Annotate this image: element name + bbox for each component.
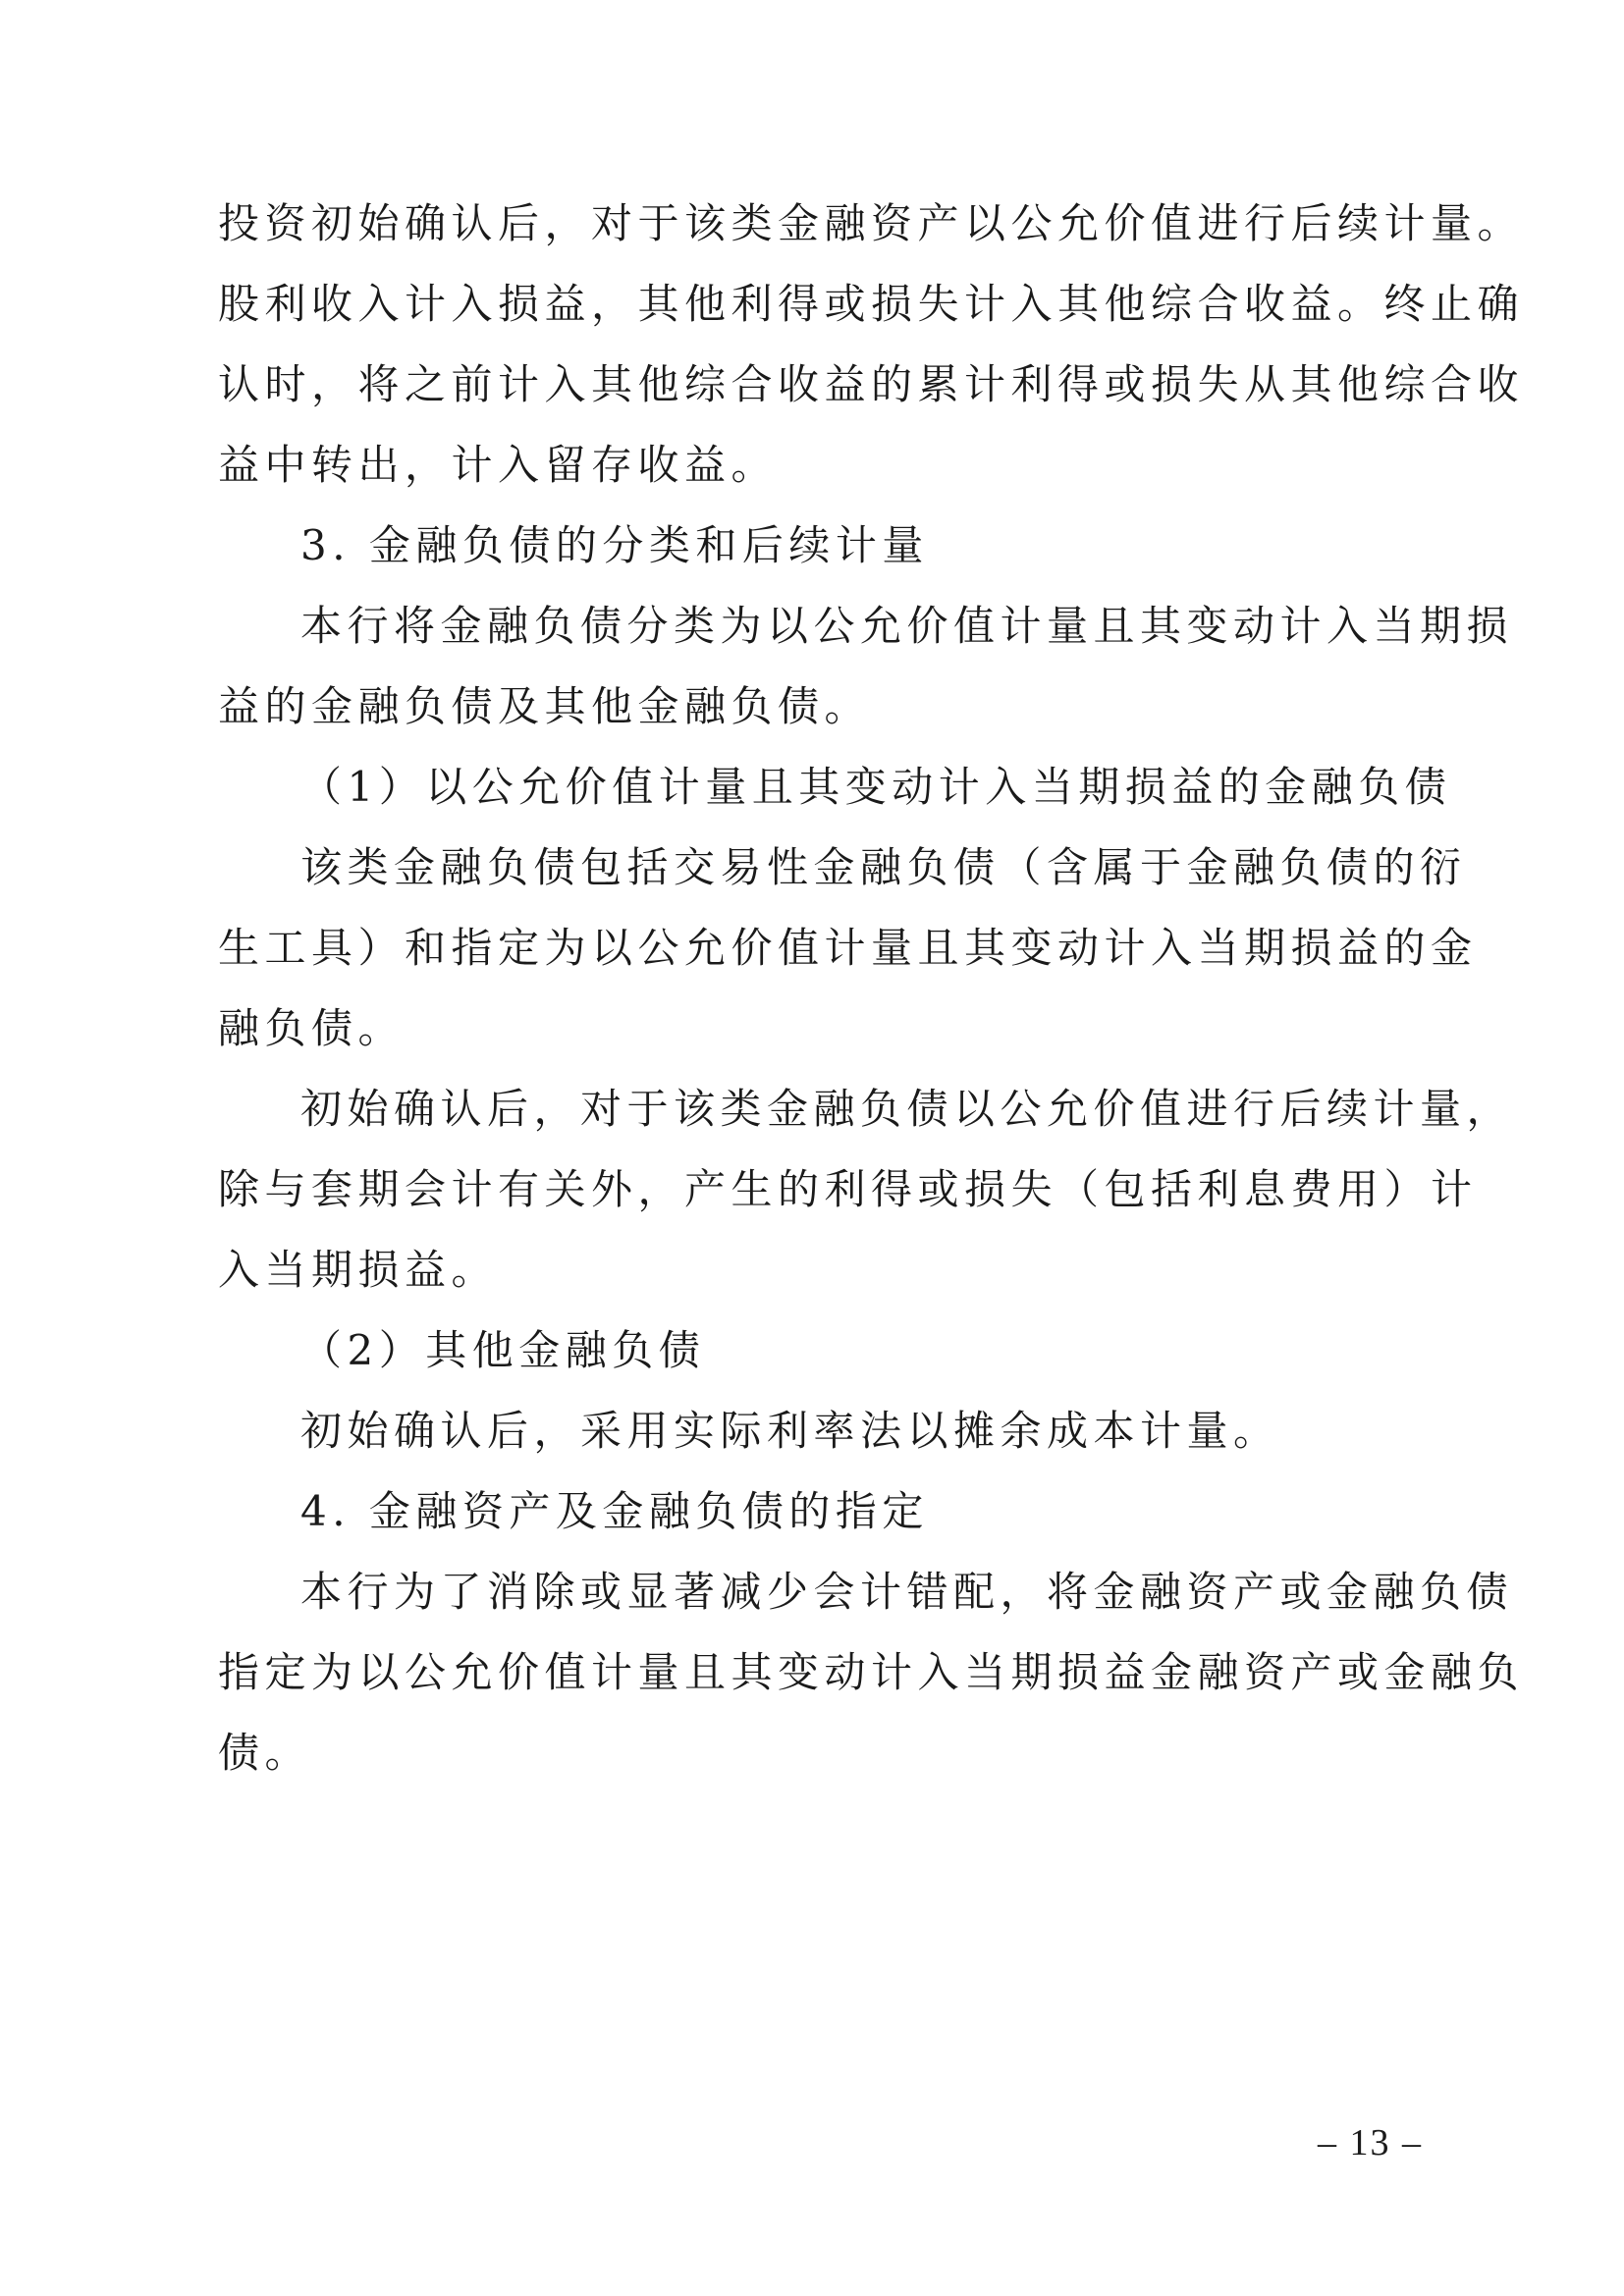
subsection-heading: （2）其他金融负债	[300, 1326, 706, 1374]
section-heading: 4. 金融资产及金融负债的指定	[300, 1487, 929, 1535]
paragraph-line: 本行将金融负债分类为以公允价值计量且其变动计入当期损	[300, 602, 1514, 650]
paragraph-line: 益的金融负债及其他金融负债。	[218, 682, 872, 730]
page-number: – 13 –	[1318, 2122, 1423, 2163]
paragraph-line: 债。	[218, 1729, 312, 1777]
paragraph-line: 初始确认后，对于该类金融负债以公允价值进行后续计量，	[300, 1085, 1514, 1133]
paragraph-line: 益中转出，计入留存收益。	[218, 441, 779, 489]
paragraph-line: 融负债。	[218, 1004, 406, 1052]
paragraph-line: 指定为以公允价值计量且其变动计入当期损益金融资产或金融负	[218, 1648, 1525, 1696]
subsection-heading: （1）以公允价值计量且其变动计入当期损益的金融负债	[300, 763, 1452, 811]
paragraph-line: 股利收入计入损益，其他利得或损失计入其他综合收益。终止确	[218, 280, 1525, 328]
paragraph-line: 本行为了消除或显著减少会计错配，将金融资产或金融负债	[300, 1568, 1514, 1616]
paragraph-line: 入当期损益。	[218, 1246, 499, 1294]
paragraph-line: 投资初始确认后，对于该类金融资产以公允价值进行后续计量。	[218, 199, 1525, 247]
paragraph-line: 初始确认后，采用实际利率法以摊余成本计量。	[300, 1407, 1280, 1455]
paragraph-line: 除与套期会计有关外，产生的利得或损失（包括利息费用）计	[218, 1165, 1478, 1213]
paragraph-line: 认时，将之前计入其他综合收益的累计利得或损失从其他综合收	[218, 360, 1525, 408]
paragraph-line: 生工具）和指定为以公允价值计量且其变动计入当期损益的金	[218, 924, 1478, 972]
paragraph-line: 该类金融负债包括交易性金融负债（含属于金融负债的衍	[300, 843, 1467, 891]
section-heading: 3. 金融负债的分类和后续计量	[300, 521, 929, 569]
